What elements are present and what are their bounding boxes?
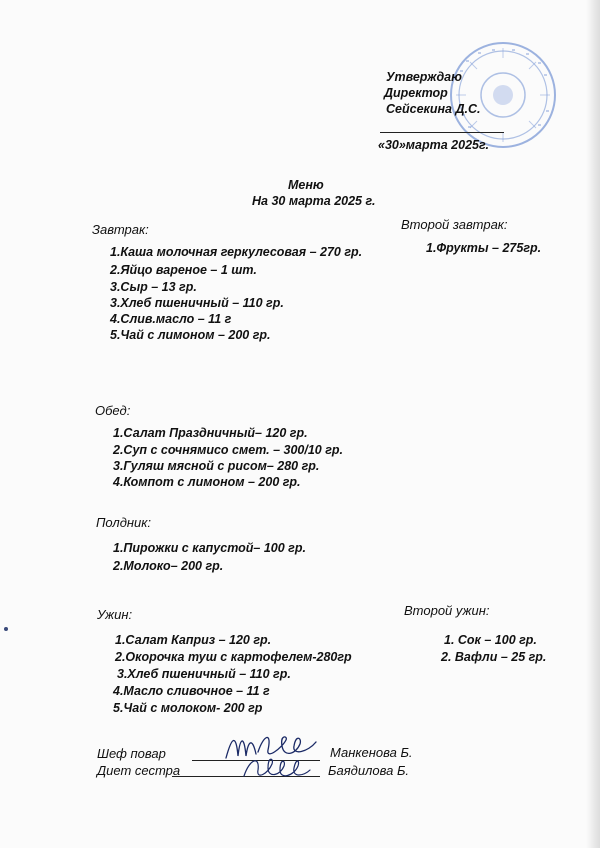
director-title: Директор bbox=[384, 86, 448, 100]
second-dinner-heading: Второй ужин: bbox=[404, 603, 490, 618]
list-item: 5.Чай с лимоном – 200 гр. bbox=[110, 328, 271, 342]
list-item: 4.Слив.масло – 11 г bbox=[110, 312, 232, 326]
list-item: 1.Салат Каприз – 120 гр. bbox=[115, 633, 272, 647]
breakfast-heading: Завтрак: bbox=[92, 222, 149, 237]
nurse-label: Диет сестра bbox=[97, 763, 181, 778]
list-item: 1.Каша молочная геркулесовая – 270 гр. bbox=[110, 245, 363, 259]
list-item: 1.Пирожки с капустой– 100 гр. bbox=[113, 541, 306, 555]
list-item: 3.Сыр – 13 гр. bbox=[110, 280, 197, 294]
list-item: 2. Вафли – 25 гр. bbox=[441, 650, 547, 664]
approval-signature-line bbox=[380, 132, 504, 133]
approve-label: Утверждаю bbox=[386, 70, 462, 84]
list-item: 1. Сок – 100 гр. bbox=[444, 633, 537, 647]
list-item: 3.Гуляш мясной с рисом– 280 гр. bbox=[113, 459, 320, 473]
list-item: 2.Яйцо вареное – 1 шт. bbox=[110, 263, 257, 277]
page-subtitle: На 30 марта 2025 г. bbox=[252, 194, 376, 208]
nurse-name: Баядилова Б. bbox=[328, 763, 410, 778]
list-item: 2.Окорочка туш с картофелем-280гр bbox=[115, 650, 352, 664]
director-name: Сейсекина Д.С. bbox=[386, 102, 481, 116]
list-item: 1.Салат Праздничный– 120 гр. bbox=[113, 426, 308, 440]
list-item: 2.Суп с сочнямисо смет. – 300/10 гр. bbox=[113, 443, 343, 457]
list-item: 4.Компот с лимоном – 200 гр. bbox=[113, 475, 301, 489]
list-item: 3.Хлеб пшеничный – 110 гр. bbox=[117, 667, 291, 681]
chef-label: Шеф повар bbox=[97, 746, 166, 761]
page-title: Меню bbox=[288, 178, 324, 192]
dinner-heading: Ужин: bbox=[97, 607, 133, 622]
list-item: 3.Хлеб пшеничный – 110 гр. bbox=[110, 296, 284, 310]
ink-dot bbox=[4, 627, 8, 631]
list-item: 1.Фрукты – 275гр. bbox=[426, 241, 542, 255]
second-breakfast-heading: Второй завтрак: bbox=[401, 217, 508, 232]
approval-date: «30»марта 2025г. bbox=[378, 138, 489, 152]
snack-heading: Полдник: bbox=[96, 515, 152, 530]
page-edge-shadow bbox=[586, 0, 600, 848]
official-stamp bbox=[448, 40, 558, 150]
nurse-handwritten-signature bbox=[238, 752, 314, 782]
lunch-heading: Обед: bbox=[95, 403, 131, 418]
list-item: 5.Чай с молоком- 200 гр bbox=[113, 701, 263, 715]
list-item: 4.Масло сливочное – 11 г bbox=[113, 684, 270, 698]
chef-name: Манкенова Б. bbox=[330, 745, 413, 760]
list-item: 2.Молоко– 200 гр. bbox=[113, 559, 224, 573]
